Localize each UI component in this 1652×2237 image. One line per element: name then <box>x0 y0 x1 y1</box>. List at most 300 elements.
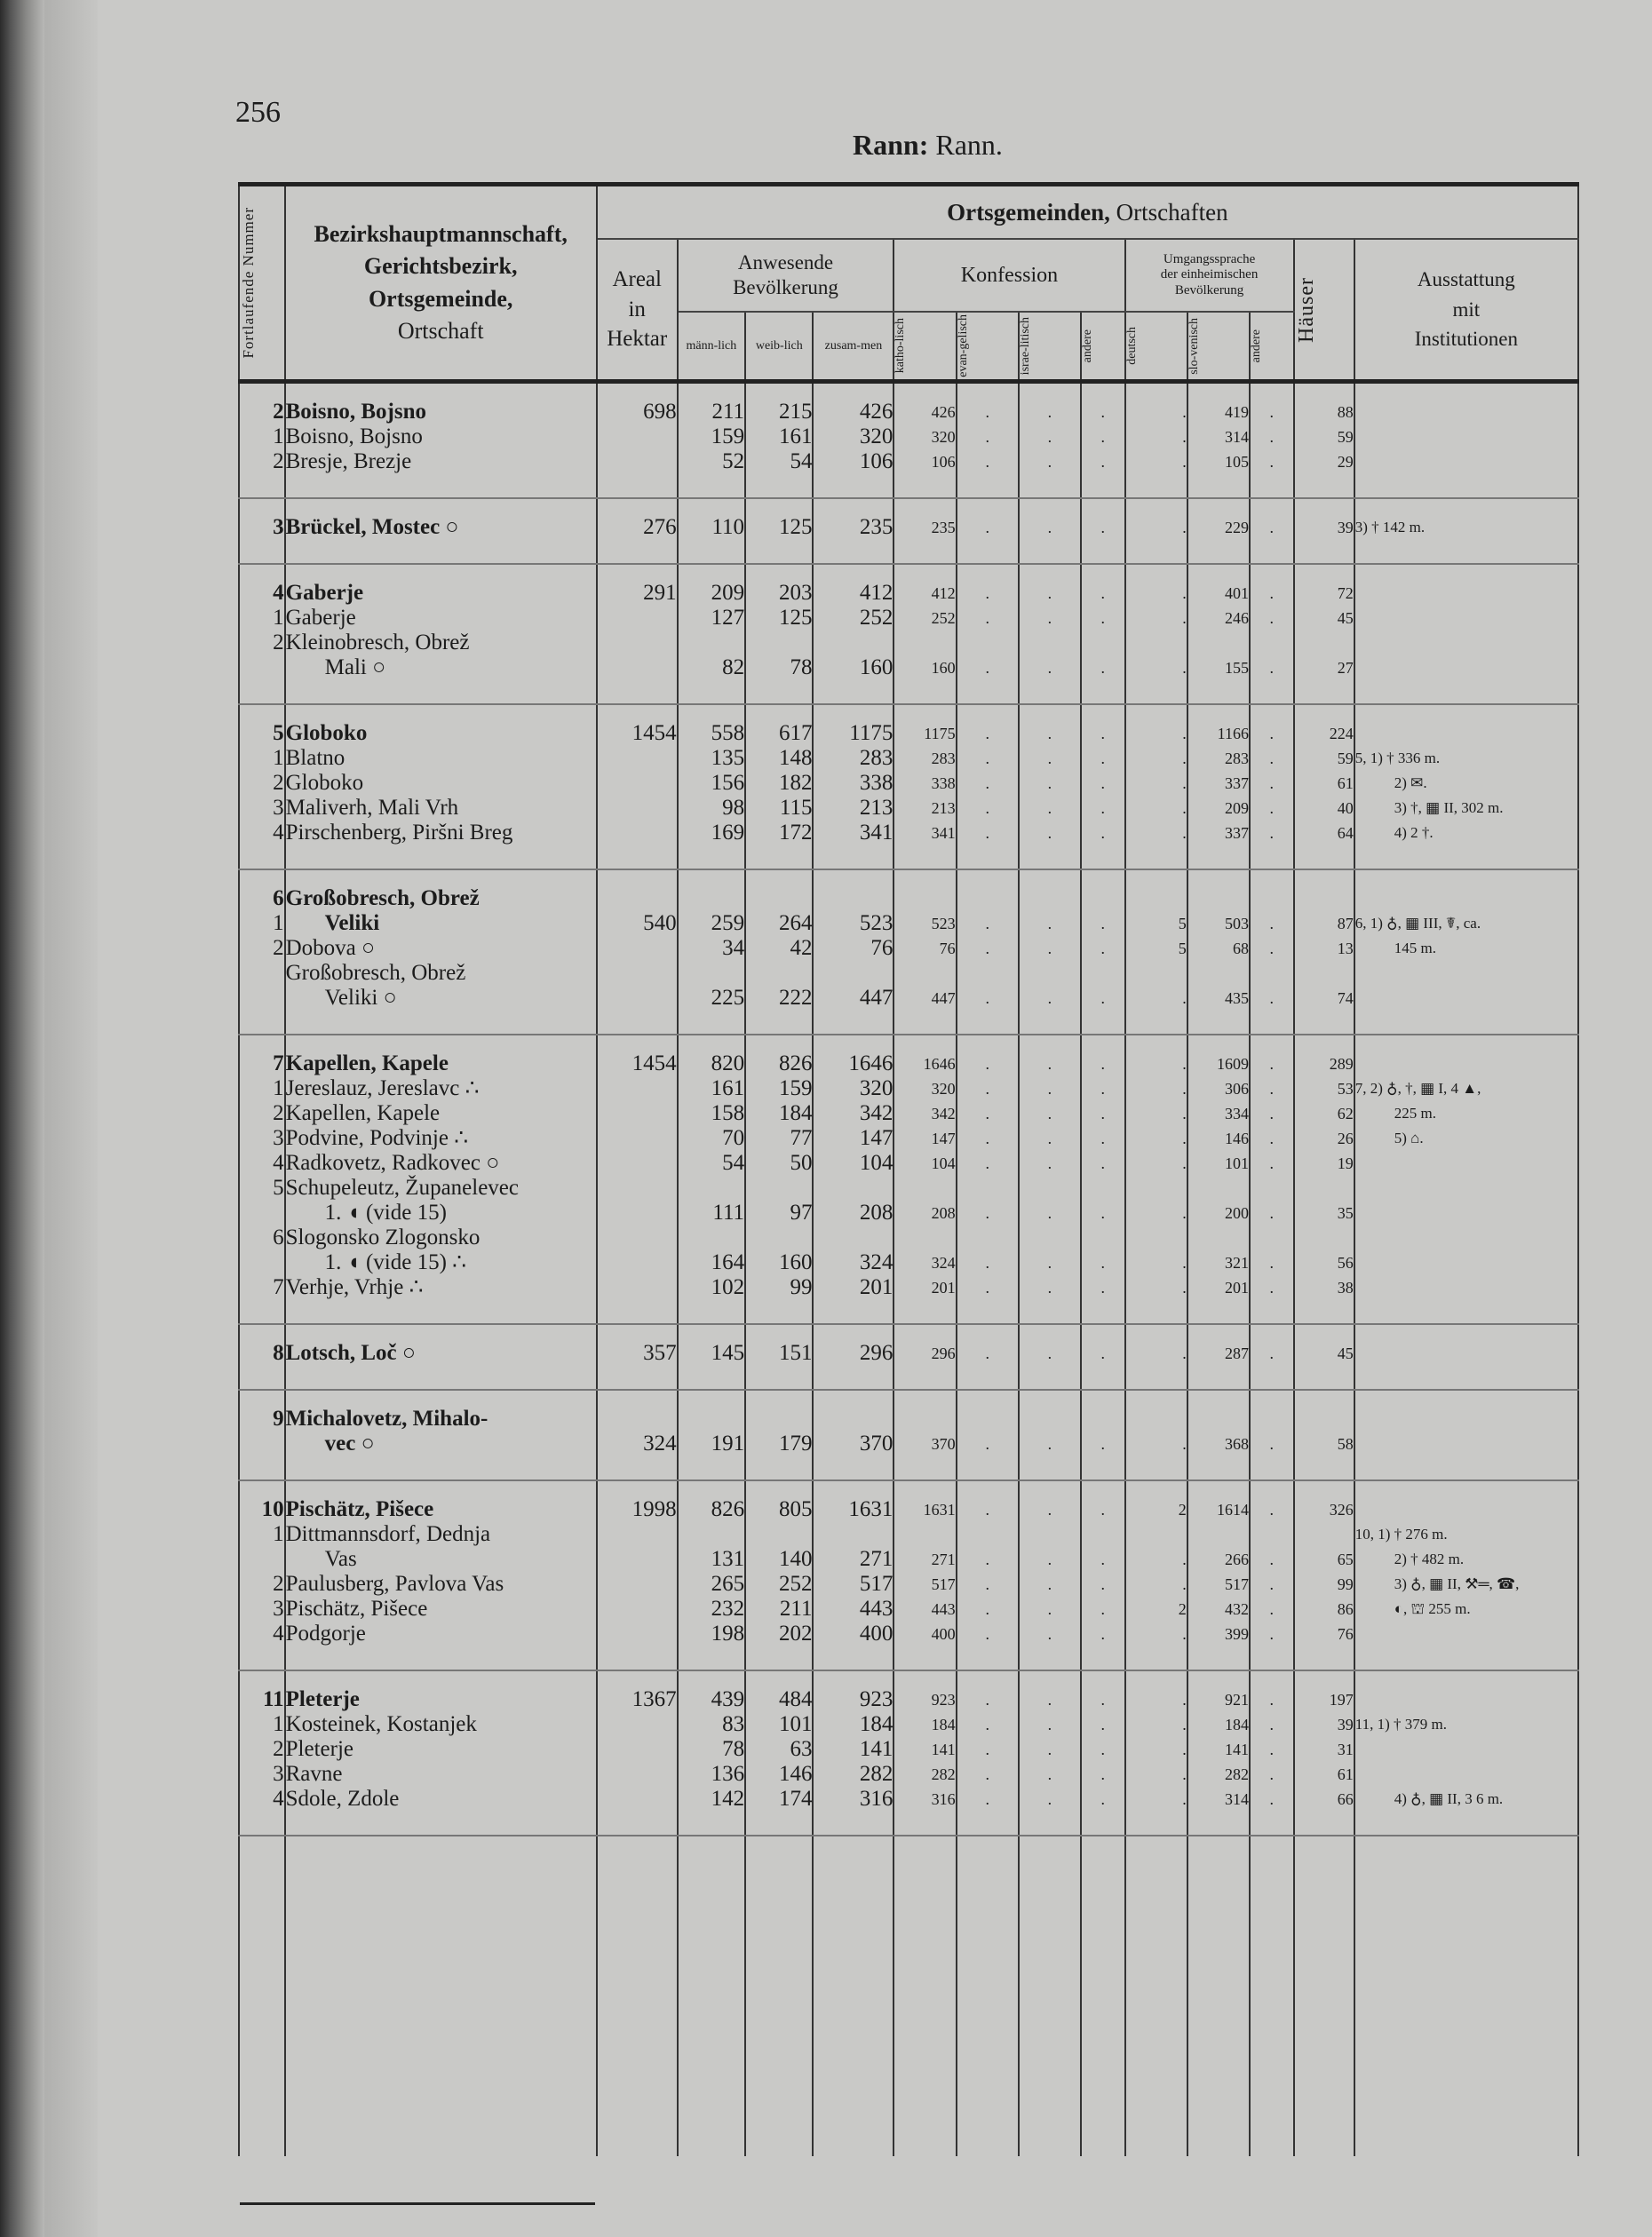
blank <box>1355 1497 1577 1522</box>
row-kath <box>894 498 956 564</box>
place-value: . <box>1100 1204 1106 1222</box>
group-value: . <box>1182 403 1187 421</box>
place-value: . <box>985 1154 989 1172</box>
place-value: 400 <box>859 1622 894 1646</box>
blank <box>894 886 955 911</box>
place-value: . <box>1269 1551 1275 1568</box>
filler-cell <box>1354 1836 1578 2156</box>
place-value: . <box>1100 659 1106 677</box>
blank <box>598 771 677 796</box>
blank <box>746 631 812 655</box>
blank <box>957 886 1018 911</box>
group-number: 7 <box>273 1051 284 1075</box>
blank <box>1126 1407 1187 1432</box>
filler-cell <box>745 1836 813 2156</box>
row-evang <box>957 382 1019 499</box>
group-areal: 276 <box>643 515 677 539</box>
group-title <box>597 185 1578 240</box>
place-value: . <box>985 1080 989 1098</box>
place-value: 13 <box>1337 940 1354 957</box>
institution-note: 3) † 142 m. <box>1354 519 1426 535</box>
row-and <box>1081 382 1125 499</box>
place-value: . <box>1047 750 1052 767</box>
row-m <box>678 869 745 1035</box>
row-w <box>745 1480 813 1670</box>
row-m <box>678 1390 745 1480</box>
place-value: 52 <box>722 449 745 473</box>
place-value: . <box>985 1551 989 1568</box>
row-and_l <box>1250 382 1294 499</box>
group-value: . <box>1100 403 1106 421</box>
place-value: . <box>1100 1154 1106 1172</box>
place-value: 324 <box>931 1254 956 1272</box>
group-value: 558 <box>711 721 745 745</box>
row-name <box>285 869 597 1035</box>
place-value: . <box>985 659 989 677</box>
place-value: . <box>985 1254 989 1272</box>
institution-note: 7, 2) ♁, †, ▦ I, 4 ▲, <box>1354 1080 1481 1097</box>
place-name-line: Paulusberg, Pavlova Vas <box>285 1572 504 1596</box>
blank <box>598 1762 677 1787</box>
col-language-l2: der einheimischen <box>1160 267 1259 282</box>
row-institutions <box>1354 1035 1578 1324</box>
group-value: 820 <box>711 1051 745 1075</box>
table-row-group <box>239 1324 1578 1390</box>
place-number: 1 <box>273 911 284 935</box>
row-name <box>285 1324 597 1390</box>
col-population <box>678 239 894 312</box>
blank <box>814 1226 893 1250</box>
place-value: . <box>1100 1080 1106 1098</box>
table-row-group <box>239 869 1578 1035</box>
place-value: 111 <box>712 1201 745 1225</box>
row-slov <box>1187 1390 1250 1480</box>
place-value: . <box>1182 1741 1187 1758</box>
place-value: . <box>1269 1130 1275 1147</box>
group-areal: 357 <box>643 1341 677 1365</box>
place-value: 222 <box>778 986 813 1010</box>
group-value: . <box>1182 519 1187 536</box>
place-value: 106 <box>931 453 956 471</box>
place-value: . <box>1100 1765 1106 1783</box>
row-number <box>239 1324 285 1390</box>
place-name-line: Gaberje <box>285 606 356 630</box>
row-haeuser <box>1294 1324 1354 1390</box>
row-deutsch <box>1125 382 1187 499</box>
institution-note: 5, 1) † 336 m. <box>1354 750 1441 766</box>
group-value: 1609 <box>1217 1055 1250 1073</box>
blank <box>240 1250 284 1275</box>
place-value: . <box>1047 774 1052 792</box>
blank <box>1082 1226 1124 1250</box>
place-value: . <box>1269 659 1275 677</box>
blank <box>746 961 812 986</box>
place-value: . <box>1100 1716 1106 1733</box>
col-total: zusam-men <box>813 312 894 382</box>
row-isr <box>1019 1035 1081 1324</box>
place-value: 39 <box>1337 1716 1354 1733</box>
blank <box>746 1407 812 1432</box>
place-value: . <box>985 1575 989 1593</box>
place-value: 443 <box>859 1597 894 1621</box>
place-value: . <box>1182 1080 1187 1098</box>
group-value: . <box>1047 1345 1052 1362</box>
place-name-line: Mali ○ <box>324 655 386 679</box>
row-evang <box>957 1480 1019 1670</box>
group-value: . <box>985 1435 989 1453</box>
place-number: 2 <box>273 936 284 960</box>
row-evang <box>957 1390 1019 1480</box>
place-value: . <box>985 1130 989 1147</box>
row-evang <box>957 564 1019 704</box>
group-number: 11 <box>263 1687 284 1711</box>
place-value: 246 <box>1225 609 1250 627</box>
place-value: 282 <box>931 1765 956 1783</box>
group-value: . <box>1100 1435 1106 1453</box>
row-isr <box>1019 1670 1081 1836</box>
row-haeuser <box>1294 498 1354 564</box>
place-number: 1 <box>273 1712 284 1736</box>
row-haeuser <box>1294 1670 1354 1836</box>
col-population-l2: Bevölkerung <box>733 276 838 298</box>
place-value: 334 <box>1225 1105 1250 1122</box>
row-institutions <box>1354 564 1578 704</box>
col-running-number-label: Fortlaufende Nummer <box>240 207 257 359</box>
row-z <box>813 1035 894 1324</box>
blank <box>1188 1226 1249 1250</box>
row-haeuser <box>1294 869 1354 1035</box>
place-value: 135 <box>711 746 745 770</box>
institution-note: 10, 1) † 276 m. <box>1354 1526 1448 1543</box>
place-value: 337 <box>1225 824 1250 842</box>
col-german: deutsch <box>1124 327 1139 365</box>
row-and_l <box>1250 1670 1294 1836</box>
row-slov <box>1187 1670 1250 1836</box>
row-m <box>678 382 745 499</box>
group-value: 368 <box>1225 1435 1250 1453</box>
place-value: . <box>1269 1765 1275 1783</box>
col-protestant: evan-gelisch <box>956 314 970 377</box>
place-value: 282 <box>1225 1765 1250 1783</box>
row-w <box>745 382 813 499</box>
blank <box>1020 1522 1080 1547</box>
group-value: 805 <box>778 1497 813 1521</box>
blank <box>679 1176 744 1201</box>
group-value: . <box>985 403 989 421</box>
group-value: . <box>1047 1691 1052 1709</box>
blank <box>598 1597 677 1622</box>
place-value: . <box>1047 1625 1052 1643</box>
place-number: 4 <box>273 821 284 845</box>
institution-note: 3) ♁, ▦ II, ⚒═, ☎, <box>1394 1575 1520 1592</box>
blank <box>598 1712 677 1737</box>
table-row-group <box>239 1390 1578 1480</box>
group-value: 296 <box>931 1345 956 1362</box>
place-value: . <box>1269 609 1275 627</box>
place-number: 2 <box>273 631 284 654</box>
group-areal: 1454 <box>631 721 677 745</box>
row-isr <box>1019 1324 1081 1390</box>
place-value: 184 <box>859 1712 894 1736</box>
row-w <box>745 1035 813 1324</box>
group-value: . <box>1047 1435 1052 1453</box>
place-value: . <box>1100 1741 1106 1758</box>
blank <box>598 631 677 655</box>
blank <box>598 1201 677 1226</box>
blank <box>598 1275 677 1300</box>
place-number: 2 <box>273 449 284 473</box>
row-name <box>285 1035 597 1324</box>
filler-cell <box>285 1836 597 2156</box>
place-value: 155 <box>1225 659 1250 677</box>
row-isr <box>1019 1480 1081 1670</box>
place-value: . <box>1047 824 1052 842</box>
filler-cell <box>1250 1836 1294 2156</box>
blank <box>1295 1407 1354 1432</box>
place-value: 76 <box>939 940 956 957</box>
row-and_l <box>1250 869 1294 1035</box>
place-value: . <box>1100 453 1106 471</box>
col-confession: Konfession <box>894 239 1124 312</box>
blank <box>1251 631 1293 655</box>
place-value: 42 <box>790 936 813 960</box>
place-value: . <box>1100 989 1106 1007</box>
row-deutsch <box>1125 1035 1187 1324</box>
blank <box>598 655 677 680</box>
place-value: . <box>1269 1716 1275 1733</box>
row-deutsch <box>1125 564 1187 704</box>
place-value: . <box>1269 750 1275 767</box>
row-and <box>1081 1480 1125 1670</box>
institution-note: 3) †, ▦ II, 302 m. <box>1394 799 1504 816</box>
place-value: . <box>1047 609 1052 627</box>
place-number: 1 <box>273 424 284 448</box>
group-value: 58 <box>1337 1435 1354 1453</box>
group-value: 209 <box>711 581 745 605</box>
place-value: 147 <box>859 1126 894 1150</box>
row-w <box>745 1670 813 1836</box>
row-areal <box>597 704 678 869</box>
blank <box>1082 961 1124 986</box>
col-catholic: katho-lisch <box>894 318 908 374</box>
group-value: . <box>1100 584 1106 602</box>
place-value: . <box>1047 1105 1052 1122</box>
place-value: . <box>1269 940 1275 957</box>
place-value: 160 <box>778 1250 813 1274</box>
row-and <box>1081 1390 1125 1480</box>
row-number <box>239 1390 285 1480</box>
place-value: . <box>1182 774 1187 792</box>
row-number <box>239 704 285 869</box>
group-value: . <box>1100 915 1106 932</box>
col-houses <box>1294 239 1354 382</box>
blank <box>1126 1522 1187 1547</box>
group-value: 419 <box>1225 403 1250 421</box>
blank <box>1295 1522 1354 1547</box>
blank <box>240 1547 284 1572</box>
place-value: 77 <box>790 1126 813 1150</box>
blank <box>814 631 893 655</box>
institution-note <box>1355 1737 1577 1762</box>
place-value: . <box>1100 940 1106 957</box>
blank <box>894 631 955 655</box>
place-value: 225 <box>711 986 745 1010</box>
place-value: 29 <box>1337 453 1354 471</box>
col-language-l3: Bevölkerung <box>1174 282 1244 297</box>
place-value: 105 <box>1225 453 1250 471</box>
place-value: 213 <box>859 796 894 820</box>
place-value: . <box>1182 1625 1187 1643</box>
row-areal <box>597 1324 678 1390</box>
group-value: 1166 <box>1217 725 1250 742</box>
blank <box>814 1522 893 1547</box>
row-institutions <box>1354 869 1578 1035</box>
blank <box>598 424 677 449</box>
place-value: . <box>1047 1600 1052 1618</box>
place-name-line: Boisno, Bojsno <box>285 424 423 448</box>
place-value: 101 <box>1225 1154 1250 1172</box>
group-value: 264 <box>778 911 813 935</box>
group-value: 179 <box>778 1432 813 1456</box>
row-z <box>813 1390 894 1480</box>
place-value: 5 <box>1178 940 1187 957</box>
place-value: 198 <box>711 1622 745 1646</box>
row-kath <box>894 704 956 869</box>
place-value: 341 <box>931 824 956 842</box>
place-name-line: Pleterje <box>285 1737 353 1761</box>
row-deutsch <box>1125 1670 1187 1836</box>
place-number: 1 <box>273 1522 284 1546</box>
place-name-line: Radkovetz, Radkovec ○ <box>285 1151 500 1175</box>
group-value: 426 <box>859 400 894 424</box>
place-value: 74 <box>1337 989 1354 1007</box>
place-value: . <box>1047 989 1052 1007</box>
place-value: 316 <box>931 1790 956 1808</box>
filler-cell <box>1294 1836 1354 2156</box>
blank <box>1251 886 1293 911</box>
place-value: 158 <box>711 1101 745 1125</box>
place-value: 76 <box>870 936 894 960</box>
blank <box>1188 1407 1249 1432</box>
blank <box>598 961 677 986</box>
group-value: 1646 <box>848 1051 894 1075</box>
place-value: 70 <box>722 1126 745 1150</box>
group-value: . <box>1100 1345 1106 1362</box>
group-name: Pischätz, Pišece <box>285 1497 434 1521</box>
group-value: 287 <box>1225 1345 1250 1362</box>
place-value: 447 <box>931 989 956 1007</box>
place-value: 161 <box>778 424 813 448</box>
col-areal-l2: in <box>628 297 646 321</box>
place-value: 400 <box>931 1625 956 1643</box>
blank <box>1188 1176 1249 1201</box>
blank <box>814 1176 893 1201</box>
row-institutions <box>1354 498 1578 564</box>
place-value: . <box>1182 1575 1187 1593</box>
place-value: . <box>1047 1551 1052 1568</box>
place-value: 320 <box>859 1076 894 1100</box>
blank <box>1126 886 1187 911</box>
row-haeuser <box>1294 564 1354 704</box>
place-value: 148 <box>778 746 813 770</box>
place-number: 3 <box>273 1762 284 1786</box>
place-value: 447 <box>859 986 894 1010</box>
row-z <box>813 382 894 499</box>
place-name-line: Podgorje <box>285 1622 366 1646</box>
group-value: 259 <box>711 911 745 935</box>
place-name-line: Bresje, Brezje <box>285 449 412 473</box>
group-value: . <box>1182 1435 1187 1453</box>
place-value: . <box>985 1765 989 1783</box>
blank <box>1295 1226 1354 1250</box>
col-areal-l1: Areal <box>612 266 662 291</box>
place-value: 98 <box>722 796 745 820</box>
place-name-line: Dobova ○ <box>285 936 376 960</box>
place-name-line: Jereslauz, Jereslavc ∴ <box>285 1076 480 1100</box>
row-kath <box>894 382 956 499</box>
group-number: 9 <box>273 1407 284 1431</box>
place-value: 265 <box>711 1572 745 1596</box>
row-slov <box>1187 498 1250 564</box>
blank <box>240 655 284 680</box>
place-value: . <box>985 1279 989 1297</box>
place-value: . <box>985 750 989 767</box>
row-haeuser <box>1294 1390 1354 1480</box>
place-value: 209 <box>1225 799 1250 817</box>
place-value: . <box>985 824 989 842</box>
place-value: 283 <box>1225 750 1250 767</box>
row-name <box>285 564 597 704</box>
row-deutsch <box>1125 704 1187 869</box>
place-value: 101 <box>778 1712 813 1736</box>
group-value: . <box>1269 584 1275 602</box>
blank <box>1355 886 1577 911</box>
place-value: 320 <box>859 424 894 448</box>
institution-note: ◐, ⛫ 255 m. <box>1394 1600 1471 1617</box>
col-male: männ-lich <box>678 312 745 382</box>
blank <box>746 886 812 911</box>
place-value: . <box>985 1204 989 1222</box>
row-z <box>813 1324 894 1390</box>
place-value: 314 <box>1225 1790 1250 1808</box>
blank <box>1020 1176 1080 1201</box>
place-value: . <box>1047 1716 1052 1733</box>
group-name: Lotsch, Loč ○ <box>285 1341 416 1365</box>
place-value: . <box>1269 824 1275 842</box>
row-deutsch <box>1125 498 1187 564</box>
row-m <box>678 564 745 704</box>
group-value: 412 <box>931 584 956 602</box>
place-value: . <box>1100 1575 1106 1593</box>
group-value: 5 <box>1178 915 1187 932</box>
place-value: 141 <box>1225 1741 1250 1758</box>
place-value: . <box>1182 799 1187 817</box>
place-value: 66 <box>1337 1790 1354 1808</box>
place-value: 27 <box>1337 659 1354 677</box>
col-language-l1: Umgangssprache <box>1163 252 1256 267</box>
place-value: 141 <box>931 1741 956 1758</box>
blank <box>957 1522 1018 1547</box>
group-value: 923 <box>931 1691 956 1709</box>
place-value: 156 <box>711 771 745 795</box>
place-value: . <box>985 1625 989 1643</box>
place-value: 78 <box>722 1737 745 1761</box>
row-haeuser <box>1294 704 1354 869</box>
col-name-line-1: Bezirkshauptmannschaft, <box>314 220 568 247</box>
row-slov <box>1187 704 1250 869</box>
group-value: 826 <box>778 1051 813 1075</box>
row-deutsch <box>1125 869 1187 1035</box>
